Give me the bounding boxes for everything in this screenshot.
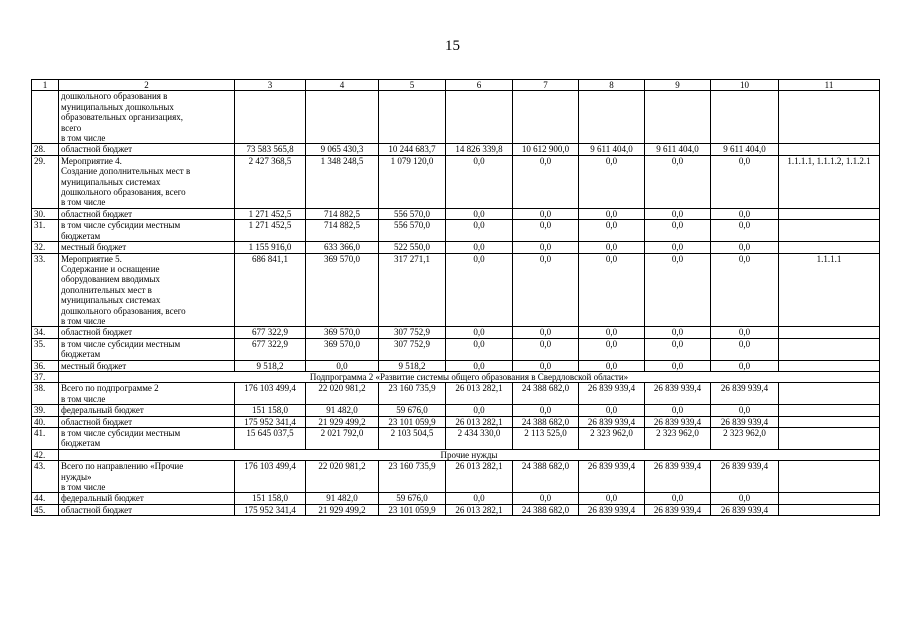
table-row: [32, 383, 880, 405]
column-header-2: 2: [59, 80, 235, 91]
value-cell: 23 160 735,9: [379, 461, 446, 493]
row-description: [59, 493, 235, 504]
table-row: [32, 327, 880, 338]
value-cell: 2 021 792,0: [306, 428, 379, 450]
value-cell: 633 366,0: [306, 242, 379, 253]
value-cell: 1 348 248,5: [306, 155, 379, 208]
target-code-cell: [779, 338, 880, 360]
value-cell: 0,0: [711, 253, 779, 327]
value-cell: 556 570,0: [379, 220, 446, 242]
section-title: Подпрограмма 2 «Развитие системы общего образования в Свердловской области»: [59, 371, 880, 382]
value-cell: 9 518,2: [379, 360, 446, 371]
target-code-cell: [779, 493, 880, 504]
description-line: муниципальных системах: [61, 176, 161, 187]
value-cell: 22 020 981,2: [306, 383, 379, 405]
description-line: Создание дополнительных мест в: [61, 166, 191, 177]
value-cell: 0,0: [711, 405, 779, 416]
value-cell: 0,0: [579, 208, 645, 219]
description-line: Мероприятие 5.: [61, 253, 122, 264]
value-cell: 1 271 452,5: [235, 208, 306, 219]
row-description: [59, 428, 235, 450]
value-cell: 677 322,9: [235, 338, 306, 360]
description-line: Мероприятие 4.: [61, 155, 122, 166]
column-header-8: 8: [579, 80, 645, 91]
value-cell: 0,0: [446, 360, 513, 371]
description-line: образовательных организациях,: [61, 112, 183, 123]
target-code-cell: [779, 144, 880, 155]
value-cell: 151 158,0: [235, 493, 306, 504]
value-cell: 26 013 282,1: [446, 383, 513, 405]
value-cell: 175 952 341,4: [235, 504, 306, 515]
description-line: местный бюджет: [61, 242, 127, 253]
row-description: [59, 144, 235, 155]
value-cell: 0,0: [579, 253, 645, 327]
description-line: дошкольного образования, всего: [61, 187, 186, 198]
value-cell: 24 388 682,0: [513, 504, 579, 515]
row-number: 44.: [32, 493, 59, 504]
value-cell: 9 518,2: [235, 360, 306, 371]
value-cell: 0,0: [513, 155, 579, 208]
table-row: [32, 504, 880, 515]
description-line: Всего по направлению «Прочие: [61, 461, 184, 472]
target-code-cell: [779, 416, 880, 427]
row-description: [59, 208, 235, 219]
value-cell: 26 839 939,4: [579, 461, 645, 493]
target-code-cell: [779, 428, 880, 450]
value-cell: 0,0: [446, 327, 513, 338]
target-code-cell: [779, 383, 880, 405]
value-cell: 0,0: [513, 493, 579, 504]
value-cell: 26 013 282,1: [446, 461, 513, 493]
value-cell: 0,0: [645, 155, 711, 208]
value-cell: 0,0: [513, 242, 579, 253]
value-cell: 2 323 962,0: [711, 428, 779, 450]
value-cell: 0,0: [579, 242, 645, 253]
value-cell: 26 839 939,4: [645, 504, 711, 515]
row-number: 43.: [32, 461, 59, 493]
description-line: в том числе: [61, 197, 106, 208]
value-cell: 21 929 499,2: [306, 504, 379, 515]
value-cell: 0,0: [306, 360, 379, 371]
value-cell: 0,0: [513, 253, 579, 327]
description-line: бюджетам: [61, 230, 101, 241]
value-cell: 15 645 037,5: [235, 428, 306, 450]
value-cell: 0,0: [645, 493, 711, 504]
target-code-cell: [779, 327, 880, 338]
value-cell: 0,0: [513, 360, 579, 371]
row-number: 32.: [32, 242, 59, 253]
table-row: [32, 253, 880, 327]
value-cell: 0,0: [711, 327, 779, 338]
value-cell: 0,0: [711, 360, 779, 371]
value-cell: 0,0: [579, 155, 645, 208]
value-cell: 9 611 404,0: [711, 144, 779, 155]
value-cell: 1 079 120,0: [379, 155, 446, 208]
value-cell: 176 103 499,4: [235, 461, 306, 493]
row-number: 45.: [32, 504, 59, 515]
description-line: дошкольного образования в: [61, 91, 168, 102]
section-title: Прочие нужды: [59, 449, 880, 460]
target-code-cell: 1.1.1.1, 1.1.1.2, 1.1.2.1: [779, 155, 880, 208]
value-cell: 0,0: [711, 208, 779, 219]
value-cell: [645, 91, 711, 144]
table-row: [32, 371, 880, 382]
description-line: областной бюджет: [61, 327, 133, 338]
value-cell: 0,0: [645, 327, 711, 338]
column-header-1: 1: [32, 80, 59, 91]
row-description: [59, 155, 235, 208]
description-line: бюджетам: [61, 438, 101, 449]
row-description: [59, 461, 235, 493]
value-cell: 175 952 341,4: [235, 416, 306, 427]
value-cell: 21 929 499,2: [306, 416, 379, 427]
value-cell: 26 839 939,4: [645, 416, 711, 427]
value-cell: 91 482,0: [306, 405, 379, 416]
row-number: 38.: [32, 383, 59, 405]
value-cell: 2 323 962,0: [579, 428, 645, 450]
value-cell: 26 839 939,4: [711, 383, 779, 405]
value-cell: 26 013 282,1: [446, 504, 513, 515]
description-line: в том числе субсидии местным: [61, 220, 181, 231]
value-cell: [235, 91, 306, 144]
row-description: [59, 327, 235, 338]
description-line: нужды»: [61, 471, 92, 482]
value-cell: 26 839 939,4: [711, 504, 779, 515]
column-header-7: 7: [513, 80, 579, 91]
target-code-cell: [779, 461, 880, 493]
target-code-cell: [779, 504, 880, 515]
table-row: [32, 338, 880, 360]
value-cell: 0,0: [645, 338, 711, 360]
value-cell: 26 013 282,1: [446, 416, 513, 427]
row-description: [59, 220, 235, 242]
column-header-6: 6: [446, 80, 513, 91]
value-cell: [579, 91, 645, 144]
value-cell: 0,0: [446, 208, 513, 219]
row-description: [59, 504, 235, 515]
value-cell: 0,0: [513, 338, 579, 360]
value-cell: 151 158,0: [235, 405, 306, 416]
value-cell: 176 103 499,4: [235, 383, 306, 405]
row-description: [59, 383, 235, 405]
table-row: [32, 405, 880, 416]
description-line: федеральный бюджет: [61, 493, 144, 504]
row-number: 37.: [32, 371, 59, 382]
row-number: 42.: [32, 449, 59, 460]
value-cell: 369 570,0: [306, 253, 379, 327]
target-code-cell: [779, 208, 880, 219]
row-number: 33.: [32, 253, 59, 327]
row-number: 36.: [32, 360, 59, 371]
row-description: [59, 416, 235, 427]
value-cell: 0,0: [579, 405, 645, 416]
table-row: [32, 91, 880, 144]
row-description: [59, 91, 235, 144]
description-line: областной бюджет: [61, 504, 133, 515]
value-cell: 91 482,0: [306, 493, 379, 504]
value-cell: 26 839 939,4: [645, 461, 711, 493]
description-line: в том числе субсидии местным: [61, 338, 181, 349]
value-cell: 317 271,1: [379, 253, 446, 327]
column-header-9: 9: [645, 80, 711, 91]
description-line: в том числе: [61, 393, 106, 404]
column-header-row: [32, 80, 880, 91]
value-cell: 369 570,0: [306, 327, 379, 338]
value-cell: 0,0: [711, 338, 779, 360]
column-header-5: 5: [379, 80, 446, 91]
value-cell: 714 882,5: [306, 220, 379, 242]
column-header-10: 10: [711, 80, 779, 91]
value-cell: [306, 91, 379, 144]
value-cell: 0,0: [513, 327, 579, 338]
description-line: областной бюджет: [61, 416, 133, 427]
row-number: 41.: [32, 428, 59, 450]
value-cell: [446, 91, 513, 144]
value-cell: 369 570,0: [306, 338, 379, 360]
value-cell: 0,0: [513, 220, 579, 242]
description-line: Содержание и оснащение: [61, 263, 160, 274]
description-line: в том числе: [61, 315, 106, 326]
description-line: бюджетам: [61, 349, 101, 360]
description-line: в том числе субсидии местным: [61, 428, 181, 438]
value-cell: 686 841,1: [235, 253, 306, 327]
value-cell: 23 160 735,9: [379, 383, 446, 405]
target-code-cell: [779, 405, 880, 416]
value-cell: 0,0: [645, 405, 711, 416]
value-cell: 22 020 981,2: [306, 461, 379, 493]
column-header-3: 3: [235, 80, 306, 91]
description-line: в том числе: [61, 133, 106, 144]
value-cell: 0,0: [446, 253, 513, 327]
value-cell: [379, 91, 446, 144]
value-cell: 10 612 900,0: [513, 144, 579, 155]
table-row: [32, 461, 880, 493]
table-row: [32, 449, 880, 460]
row-description: [59, 338, 235, 360]
value-cell: 0,0: [579, 493, 645, 504]
value-cell: 1 271 452,5: [235, 220, 306, 242]
value-cell: 0,0: [446, 338, 513, 360]
page-number: 15: [445, 38, 460, 54]
value-cell: 23 101 059,9: [379, 416, 446, 427]
row-description: [59, 360, 235, 371]
row-number: 31.: [32, 220, 59, 242]
table-row: [32, 428, 880, 450]
value-cell: 24 388 682,0: [513, 416, 579, 427]
description-line: областной бюджет: [61, 144, 133, 155]
table-row: [32, 220, 880, 242]
value-cell: 10 244 683,7: [379, 144, 446, 155]
value-cell: 0,0: [645, 242, 711, 253]
value-cell: 0,0: [645, 208, 711, 219]
target-code-cell: [779, 360, 880, 371]
value-cell: 1 155 916,0: [235, 242, 306, 253]
value-cell: 0,0: [446, 242, 513, 253]
value-cell: 26 839 939,4: [579, 504, 645, 515]
value-cell: 0,0: [579, 338, 645, 360]
table-row: [32, 360, 880, 371]
value-cell: 2 427 368,5: [235, 155, 306, 208]
target-code-cell: 1.1.1.1: [779, 253, 880, 327]
value-cell: 14 826 339,8: [446, 144, 513, 155]
value-cell: 0,0: [645, 360, 711, 371]
row-description: [59, 405, 235, 416]
value-cell: 26 839 939,4: [645, 383, 711, 405]
description-line: дошкольного образования, всего: [61, 305, 186, 316]
value-cell: 26 839 939,4: [579, 416, 645, 427]
row-number: [32, 91, 59, 144]
row-number: 28.: [32, 144, 59, 155]
value-cell: 23 101 059,9: [379, 504, 446, 515]
value-cell: 59 676,0: [379, 493, 446, 504]
value-cell: 2 323 962,0: [645, 428, 711, 450]
description-line: местный бюджет: [61, 360, 127, 371]
value-cell: 26 839 939,4: [711, 416, 779, 427]
row-number: 35.: [32, 338, 59, 360]
table-row: [32, 242, 880, 253]
target-code-cell: [779, 242, 880, 253]
description-line: всего: [61, 122, 82, 133]
row-description: [59, 253, 235, 327]
value-cell: 307 752,9: [379, 327, 446, 338]
row-description: [59, 242, 235, 253]
value-cell: 0,0: [711, 220, 779, 242]
value-cell: [711, 91, 779, 144]
target-code-cell: [779, 220, 880, 242]
value-cell: 2 434 330,0: [446, 428, 513, 450]
table-row: [32, 155, 880, 208]
value-cell: 9 611 404,0: [645, 144, 711, 155]
value-cell: 0,0: [645, 253, 711, 327]
value-cell: 0,0: [711, 155, 779, 208]
row-number: 30.: [32, 208, 59, 219]
value-cell: 73 583 565,8: [235, 144, 306, 155]
column-header-11: 11: [779, 80, 880, 91]
value-cell: [513, 91, 579, 144]
description-line: областной бюджет: [61, 208, 133, 219]
value-cell: 0,0: [579, 220, 645, 242]
description-line: Всего по подпрограмме 2: [61, 383, 159, 394]
value-cell: 714 882,5: [306, 208, 379, 219]
row-number: 40.: [32, 416, 59, 427]
value-cell: 0,0: [446, 405, 513, 416]
table-row: [32, 144, 880, 155]
column-header-4: 4: [306, 80, 379, 91]
row-number: 39.: [32, 405, 59, 416]
value-cell: 0,0: [513, 405, 579, 416]
value-cell: 9 065 430,3: [306, 144, 379, 155]
description-line: муниципальных дошкольных: [61, 101, 174, 112]
value-cell: 307 752,9: [379, 338, 446, 360]
value-cell: 677 322,9: [235, 327, 306, 338]
value-cell: 0,0: [645, 220, 711, 242]
value-cell: 2 103 504,5: [379, 428, 446, 450]
value-cell: 0,0: [446, 493, 513, 504]
table-row: [32, 208, 880, 219]
value-cell: 0,0: [446, 220, 513, 242]
budget-table: [31, 79, 880, 516]
value-cell: 26 839 939,4: [711, 461, 779, 493]
target-code-cell: [779, 91, 880, 144]
value-cell: 556 570,0: [379, 208, 446, 219]
value-cell: 522 550,0: [379, 242, 446, 253]
value-cell: 0,0: [579, 360, 645, 371]
value-cell: 0,0: [711, 242, 779, 253]
description-line: федеральный бюджет: [61, 405, 144, 416]
value-cell: 0,0: [513, 208, 579, 219]
description-line: муниципальных системах: [61, 295, 161, 306]
value-cell: 59 676,0: [379, 405, 446, 416]
row-number: 29.: [32, 155, 59, 208]
value-cell: 26 839 939,4: [579, 383, 645, 405]
value-cell: 0,0: [579, 327, 645, 338]
value-cell: 24 388 682,0: [513, 383, 579, 405]
description-line: дополнительных мест в: [61, 284, 152, 295]
table-row: [32, 416, 880, 427]
row-number: 34.: [32, 327, 59, 338]
value-cell: 2 113 525,0: [513, 428, 579, 450]
value-cell: 9 611 404,0: [579, 144, 645, 155]
table-row: [32, 493, 880, 504]
table-body: [32, 80, 880, 516]
value-cell: 24 388 682,0: [513, 461, 579, 493]
description-line: в том числе: [61, 482, 106, 493]
value-cell: 0,0: [711, 493, 779, 504]
value-cell: 0,0: [446, 155, 513, 208]
description-line: оборудованием вводимых: [61, 274, 160, 285]
